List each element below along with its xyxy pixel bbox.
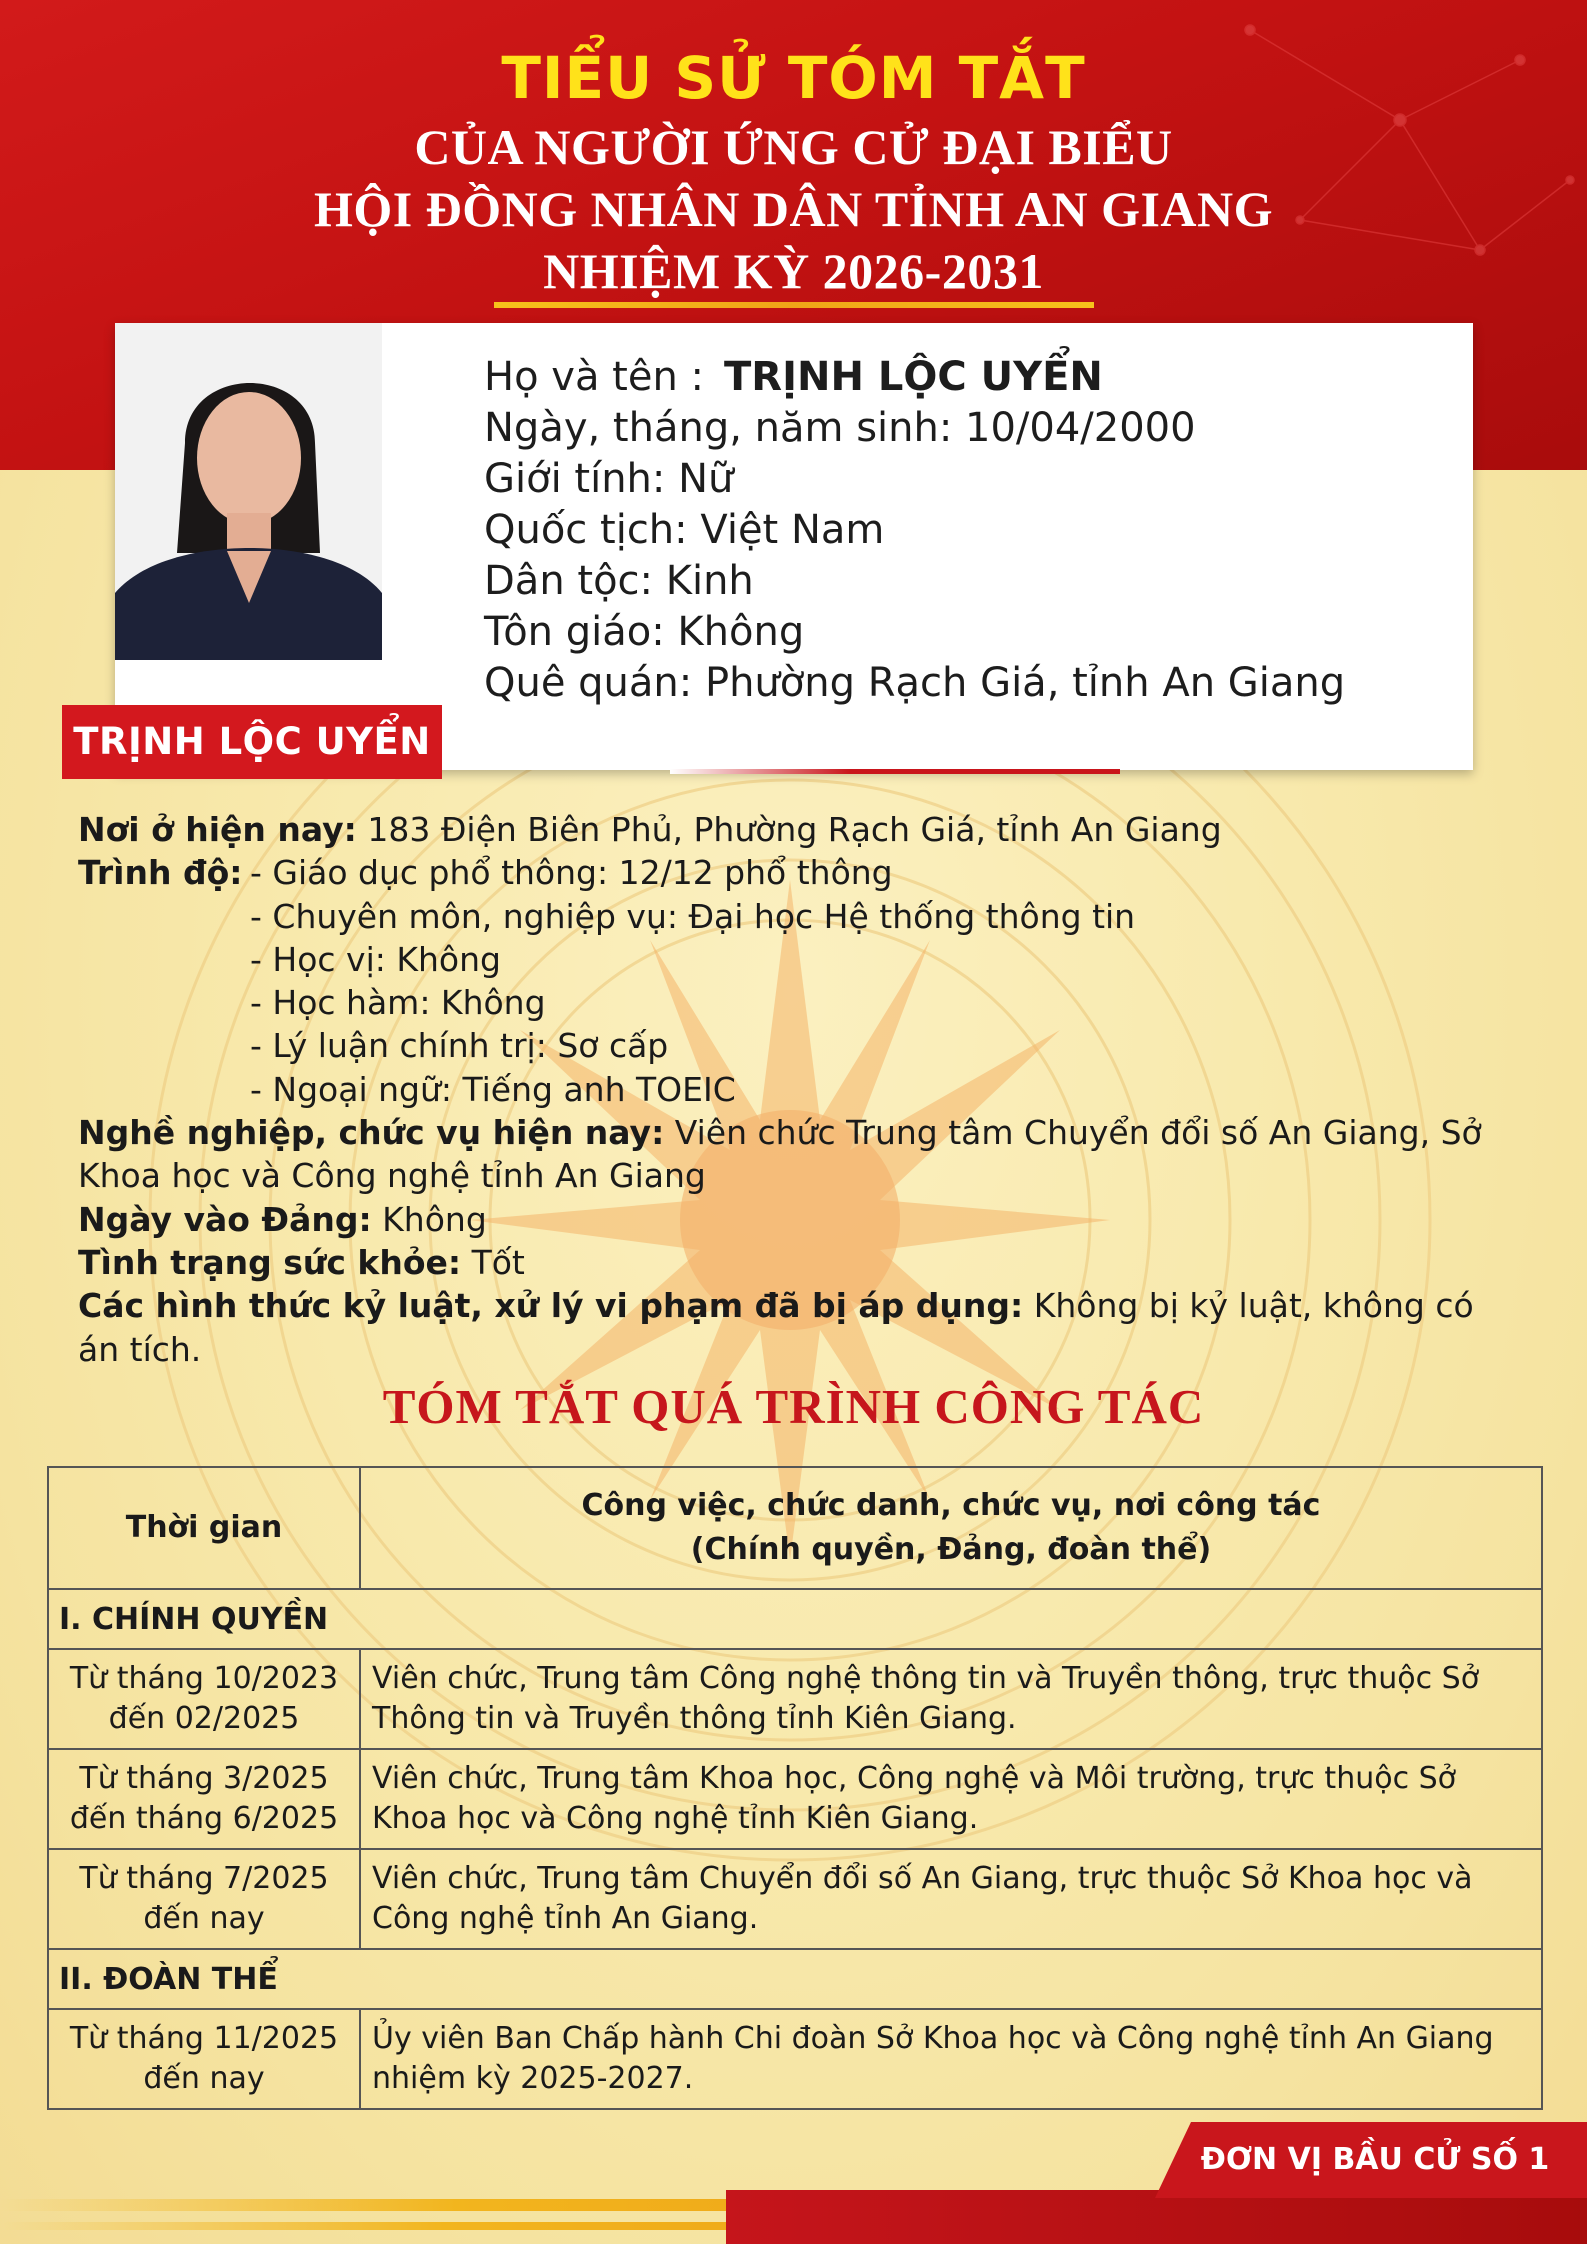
occupation-label: Nghề nghiệp, chức vụ hiện nay: [78,1113,665,1153]
desc-line: Viên chức, Trung tâm Công nghệ thông tin và Truyền thông, trực thuộc Sở [372,1661,1480,1696]
name-value: TRỊNH LỘC UYỂN [724,354,1103,400]
name-row [484,352,1345,403]
title-underline [494,302,1094,308]
education-item: - Giáo dục phổ thông: 12/12 phổ thông [250,853,893,893]
discipline-label: Các hình thức kỷ luật, xử lý vi phạm đã bị áp dụng: [78,1286,1024,1326]
education-item: - Chuyên môn, nghiệp vụ: Đại học Hệ thống thông tin [250,896,1136,936]
title-line-3: HỘI ĐỒNG NHÂN DÂN TỈNH AN GIANG [313,181,1274,237]
details-section [78,808,1518,1371]
education-label: Trình độ: [78,853,243,893]
party-value: Không [371,1199,487,1239]
desc-line: Thông tin và Truyền thông tỉnh Kiên Giang. [372,1701,1017,1736]
time-from: Từ tháng 7/2025 [79,1861,329,1896]
table-header-row [48,1467,1542,1589]
group-label-government: I. CHÍNH QUYỀN [48,1589,1542,1649]
health-value: Tốt [461,1242,525,1282]
time-to: đến tháng 6/2025 [69,1801,339,1836]
col-desc-header-line2: (Chính quyền, Đảng, đoàn thể) [690,1532,1212,1567]
education-list [250,851,1518,1111]
education-item: - Lý luận chính trị: Sơ cấp [250,1026,669,1066]
discipline-value: Không bị kỷ luật, không có án tích. [78,1286,1474,1369]
card-accent-line [670,769,1120,774]
table-row [48,1849,1542,1949]
desc-line: Ủy viên Ban Chấp hành Chi đoàn Sở Khoa học và Công nghệ tỉnh An Giang [372,2021,1494,2056]
hometown-row: Quê quán: Phường Rạch Giá, tỉnh An Giang [484,660,1346,706]
name-tag: TRỊNH LỘC UYỂN [62,705,442,779]
time-cell [48,1749,360,1849]
desc-line: Viên chức, Trung tâm Chuyển đổi số An Giang, trực thuộc Sở Khoa học và [372,1861,1473,1896]
education-item: - Học vị: Không [250,939,501,979]
dob-row: Ngày, tháng, năm sinh: 10/04/2000 [484,405,1196,451]
health-row [78,1241,1518,1284]
time-from: Từ tháng 10/2023 [69,1661,339,1696]
desc-cell [360,1649,1542,1749]
footer-red-band [726,2190,1587,2244]
time-to: đến 02/2025 [108,1701,300,1736]
ethnicity-row: Dân tộc: Kinh [484,558,754,604]
portrait-photo [115,323,382,660]
occupation-value: Viên chức Trung tâm Chuyển đổi số An Giang, Sở Khoa học và Công nghệ tỉnh An Giang [78,1113,1482,1196]
desc-cell [360,2009,1542,2109]
time-to: đến nay [143,2061,265,2096]
education-row [78,851,1518,1111]
occupation-row [78,1111,1518,1198]
time-to: đến nay [143,1901,265,1936]
work-history-table [47,1466,1543,2110]
desc-line: Công nghệ tỉnh An Giang. [372,1901,759,1936]
group-label-union: II. ĐOÀN THỂ [48,1949,1542,2009]
col-desc-header-line1: Công việc, chức danh, chức vụ, nơi công tác [581,1488,1321,1523]
title-main: TIỂU SỬ TÓM TẮT [501,44,1086,112]
title-line-2: CỦA NGƯỜI ỨNG CỬ ĐẠI BIỂU [414,119,1173,175]
desc-cell [360,1849,1542,1949]
residence-label: Nơi ở hiện nay: [78,810,357,849]
unit-label: ĐƠN VỊ BẦU CỬ SỐ 1 [1200,2142,1550,2177]
party-label: Ngày vào Đảng: [78,1199,372,1239]
time-cell [48,1649,360,1749]
table-row [48,2009,1542,2109]
party-row [78,1198,1518,1241]
time-cell [48,1849,360,1949]
group-row [48,1589,1542,1649]
nationality-row: Quốc tịch: Việt Nam [484,507,885,553]
col-time-header: Thời gian [48,1467,360,1589]
title-line-4: NHIỆM KỲ 2026-2031 [543,243,1044,299]
work-section-title: TÓM TẮT QUÁ TRÌNH CÔNG TÁC [382,1379,1205,1434]
footer-stripe [0,2199,760,2211]
gender-row: Giới tính: Nữ [484,456,734,502]
name-label: Họ và tên : [484,354,704,400]
residence-value: 183 Điện Biên Phủ, Phường Rạch Giá, tỉnh An Giang [356,810,1222,849]
time-from: Từ tháng 3/2025 [79,1761,329,1796]
education-item: - Ngoại ngữ: Tiếng anh TOEIC [250,1069,736,1109]
residence-row [78,808,1518,851]
desc-line: Khoa học và Công nghệ tỉnh Kiên Giang. [372,1801,979,1836]
time-from: Từ tháng 11/2025 [69,2021,339,2056]
group-row [48,1949,1542,2009]
footer-stripe [0,2222,740,2230]
col-desc-header [360,1467,1542,1589]
basic-info [484,352,1345,709]
desc-line: nhiệm kỳ 2025-2027. [372,2061,694,2096]
table-row [48,1649,1542,1749]
table-row [48,1749,1542,1849]
education-item: - Học hàm: Không [250,983,546,1023]
health-label: Tình trạng sức khỏe: [78,1242,462,1282]
religion-row: Tôn giáo: Không [484,609,805,655]
time-cell [48,2009,360,2109]
desc-line: Viên chức, Trung tâm Khoa học, Công nghệ và Môi trường, trực thuộc Sở [372,1761,1456,1796]
desc-cell [360,1749,1542,1849]
discipline-row [78,1284,1518,1371]
